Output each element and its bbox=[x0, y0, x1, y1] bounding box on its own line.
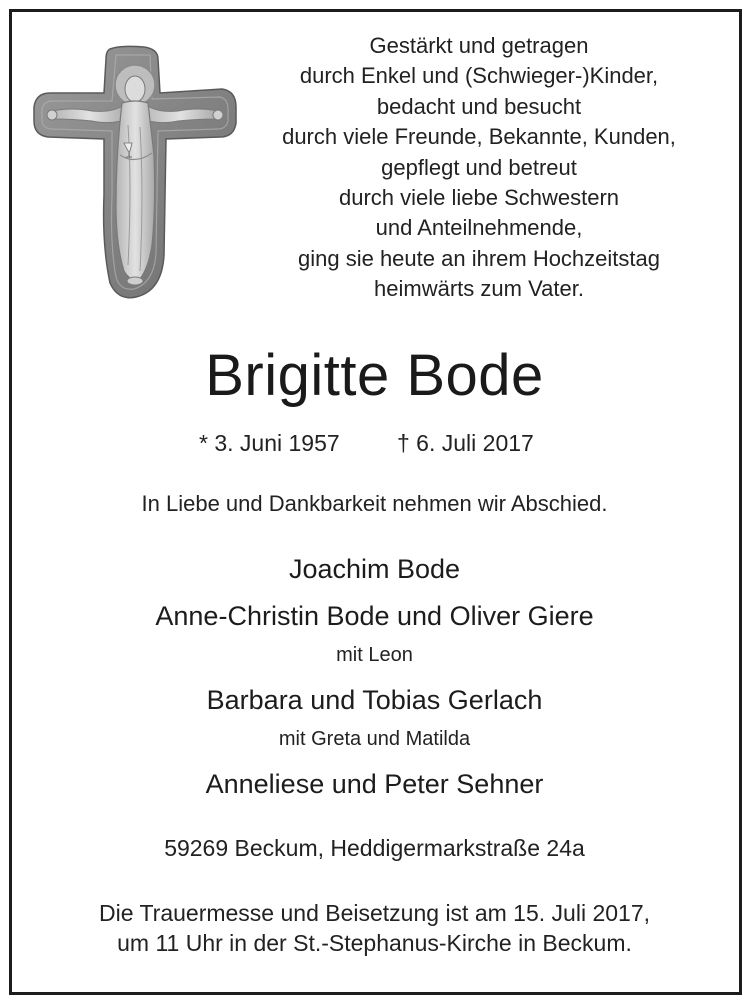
mourner-name: Anneliese und Peter Sehner bbox=[205, 769, 544, 799]
poem-line: gepflegt und betreut bbox=[381, 154, 577, 180]
poem-line: bedacht und besucht bbox=[376, 93, 582, 119]
service-info-line: Die Trauermesse und Beisetzung ist am 15. Juli 2017, bbox=[98, 900, 650, 926]
mourner-name: Barbara und Tobias Gerlach bbox=[206, 685, 543, 715]
deceased-name: Brigitte Bode bbox=[205, 343, 544, 408]
poem-line: ging sie heute an ihrem Hochzeitstag bbox=[298, 245, 660, 271]
mourner-children: mit Greta und Matilda bbox=[278, 728, 471, 750]
poem bbox=[236, 31, 722, 305]
poem-line: durch viele liebe Schwestern bbox=[338, 185, 620, 211]
crucifix-icon bbox=[32, 45, 240, 301]
poem-line: Gestärkt und getragen bbox=[369, 33, 589, 58]
poem-line: durch viele Freunde, Bekannte, Kunden, bbox=[282, 124, 676, 150]
birth-date: * 3. Juni 1957 bbox=[199, 430, 340, 456]
death-date: † 6. Juli 2017 bbox=[397, 430, 534, 456]
farewell-text: In Liebe und Dankbarkeit nehmen wir Abschied. bbox=[141, 491, 608, 516]
service-info-line: um 11 Uhr in der St.-Stephanus-Kirche in Beckum. bbox=[117, 930, 632, 956]
mourner-children: mit Leon bbox=[336, 644, 413, 666]
poem-line: heimwärts zum Vater. bbox=[374, 276, 584, 302]
mourner-name: Anne-Christin Bode und Oliver Giere bbox=[155, 601, 594, 631]
poem-line: und Anteilnehmende, bbox=[375, 215, 583, 241]
address: 59269 Beckum, Heddigermarkstraße 24a bbox=[164, 835, 585, 861]
poem-line: durch Enkel und (Schwieger-)Kinder, bbox=[299, 63, 659, 89]
mourner-name: Joachim Bode bbox=[288, 554, 461, 584]
